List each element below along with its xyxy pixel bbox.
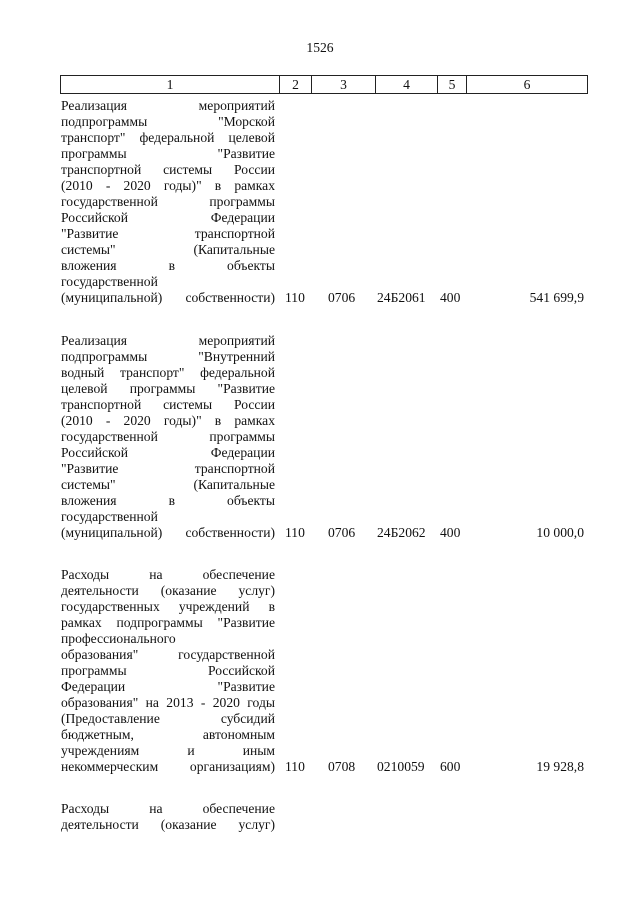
table-cell-col-5: 600: [440, 759, 461, 774]
header-col-3: 3: [311, 75, 375, 94]
description-line: подпрограммы "Внутренний: [61, 349, 275, 364]
description-line: "Развитие транспортной: [61, 226, 275, 241]
table-cell-col-3: 0706: [328, 525, 356, 540]
description-line: государственной программы: [61, 429, 275, 444]
description-line: Федерации "Развитие: [61, 679, 275, 694]
description-line: транспортной системы России: [61, 397, 275, 412]
description-line: (муниципальной) собственности): [61, 525, 275, 540]
description-line: образования" государственной: [61, 647, 275, 662]
description-line: "Развитие транспортной: [61, 461, 275, 476]
table-cell-col-6: 10 000,0: [536, 525, 584, 540]
description-line: Реализация мероприятий: [61, 98, 275, 113]
description-line: государственной программы: [61, 194, 275, 209]
description-line: подпрограммы "Морской: [61, 114, 275, 129]
description-line: вложения в объекты: [61, 493, 275, 508]
description-line: учреждениям и иным: [61, 743, 275, 758]
description-line: транспорт" федеральной целевой: [61, 130, 275, 145]
table-cell-col-6: 19 928,8: [536, 759, 584, 774]
table-cell-col-3: 0706: [328, 290, 356, 305]
header-col-2: 2: [279, 75, 311, 94]
description-line: образования" на 2013 - 2020 годы: [61, 695, 275, 710]
table-cell-col-2: 110: [285, 525, 305, 540]
table-cell-col-5: 400: [440, 290, 461, 305]
header-col-6: 6: [466, 75, 588, 94]
table-cell-col-4: 24Б2062: [377, 525, 426, 540]
header-col-4: 4: [375, 75, 437, 94]
table-cell-col-2: 110: [285, 759, 305, 774]
description-line: целевой программы "Развитие: [61, 381, 275, 396]
description-line: деятельности (оказание услуг): [61, 817, 275, 832]
description-line: государственных учреждений в: [61, 599, 275, 614]
description-line: программы Российской: [61, 663, 275, 678]
description-line: Расходы на обеспечение: [61, 801, 275, 816]
description-line: государственной: [61, 509, 158, 524]
table-cell-col-2: 110: [285, 290, 305, 305]
description-line: системы" (Капитальные: [61, 242, 275, 257]
description-line: профессионального: [61, 631, 176, 646]
description-line: Российской Федерации: [61, 210, 275, 225]
description-line: деятельности (оказание услуг): [61, 583, 275, 598]
description-line: рамках подпрограммы "Развитие: [61, 615, 275, 630]
header-col-1: 1: [60, 75, 279, 94]
table-row-description: [61, 567, 275, 775]
description-line: некоммерческим организациям): [61, 759, 275, 774]
description-line: транспортной системы России: [61, 162, 275, 177]
description-line: Реализация мероприятий: [61, 333, 275, 348]
description-line: (2010 - 2020 годы)" в рамках: [61, 413, 275, 428]
table-row-description: [61, 333, 275, 541]
table-cell-col-4: 0210059: [377, 759, 425, 774]
description-line: Расходы на обеспечение: [61, 567, 275, 582]
description-line: (муниципальной) собственности): [61, 290, 275, 305]
description-line: системы" (Капитальные: [61, 477, 275, 492]
description-line: бюджетным, автономным: [61, 727, 275, 742]
page-number: 1526: [306, 40, 334, 55]
description-line: вложения в объекты: [61, 258, 275, 273]
description-line: Российской Федерации: [61, 445, 275, 460]
table-cell-col-3: 0708: [328, 759, 356, 774]
table-row-description: [61, 98, 275, 306]
table-cell-col-5: 400: [440, 525, 461, 540]
description-line: водный транспорт" федеральной: [61, 365, 275, 380]
header-col-5: 5: [437, 75, 466, 94]
table-cell-col-4: 24Б2061: [377, 290, 426, 305]
description-line: (Предоставление субсидий: [61, 711, 275, 726]
description-line: программы "Развитие: [61, 146, 275, 161]
table-header-row: [0, 75, 640, 94]
description-line: государственной: [61, 274, 158, 289]
table-cell-col-6: 541 699,9: [529, 290, 584, 305]
table-row-description: [61, 801, 275, 833]
description-line: (2010 - 2020 годы)" в рамках: [61, 178, 275, 193]
